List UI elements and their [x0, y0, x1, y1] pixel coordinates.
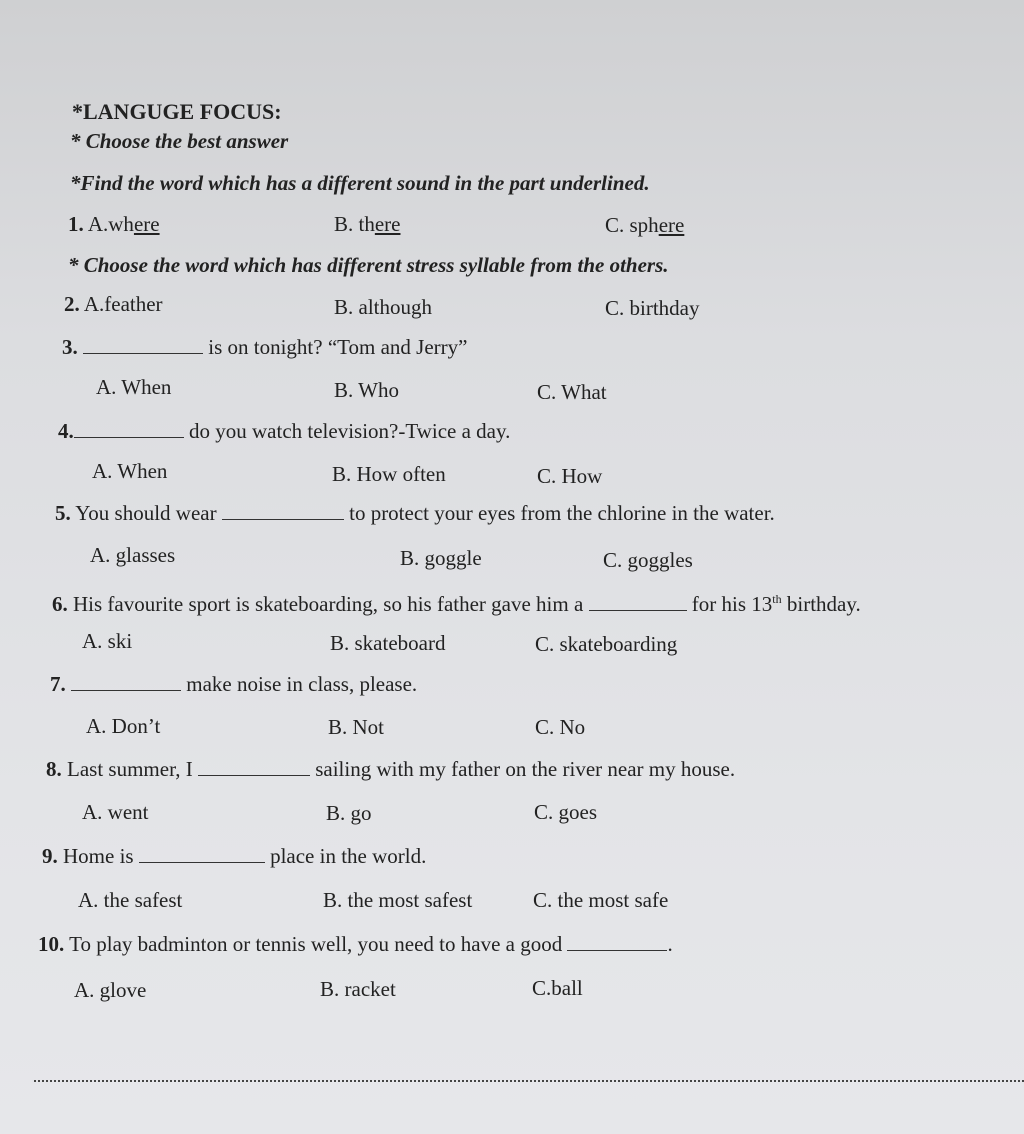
answer-blank	[567, 932, 667, 951]
option-b: B. goggle	[400, 546, 482, 570]
option-c: C. What	[537, 380, 607, 404]
question-3	[62, 334, 467, 360]
question-7	[50, 671, 417, 697]
option-a: A. glasses	[90, 543, 176, 567]
option-a: A. went	[82, 800, 149, 824]
question-number: 1.	[68, 212, 84, 236]
question-number: 4.	[58, 419, 74, 443]
option-b: B. How often	[332, 462, 446, 486]
answer-blank	[83, 335, 203, 354]
question-10	[38, 931, 673, 957]
option-c: C. goggles	[603, 548, 693, 572]
question-number: 7.	[50, 672, 66, 696]
instruction-stress: * Choose the word which has different stress syllable from the others.	[68, 253, 669, 277]
option-b: B. the most safest	[323, 888, 473, 912]
question-6	[52, 586, 861, 617]
question-number: 9.	[42, 844, 58, 868]
answer-blank	[589, 592, 687, 611]
section-heading: *LANGUGE FOCUS:	[72, 99, 282, 124]
question-text: Last summer, I	[67, 757, 193, 781]
question-4	[58, 418, 510, 444]
option-b: B. Not	[328, 715, 385, 739]
instruction-choose-best: * Choose the best answer	[70, 129, 289, 153]
option-c: C. the most safe	[533, 888, 669, 912]
option-c: C. skateboarding	[535, 632, 678, 656]
option-c: C. No	[535, 715, 586, 739]
question-text: .	[667, 932, 673, 956]
question-9	[42, 843, 426, 869]
option-b: B. although	[334, 295, 432, 319]
option-b: B. skateboard	[330, 631, 446, 655]
question-text: Home is	[63, 844, 134, 868]
option-c: C. goes	[534, 800, 597, 824]
option-b: B. there	[334, 212, 401, 236]
option-b: B. go	[326, 801, 372, 825]
option-a: A.where	[87, 212, 160, 236]
question-text: sailing with my father on the river near my house.	[315, 757, 736, 781]
option-c: C. sphere	[605, 213, 685, 237]
answer-blank	[71, 672, 181, 691]
question-number: 5.	[55, 501, 71, 525]
question-text: to protect your eyes from the chlorine in the water.	[349, 501, 775, 525]
answer-blank	[74, 419, 184, 438]
question-number: 3.	[62, 335, 78, 359]
answer-blank	[198, 757, 310, 776]
question-text: His favourite sport is skateboarding, so his father gave him a	[73, 592, 584, 616]
option-a: A. glove	[74, 978, 147, 1002]
question-number: 10.	[38, 932, 65, 956]
option-a: A. When	[92, 459, 168, 483]
option-a: A. the safest	[78, 888, 183, 912]
option-c: C. How	[537, 464, 603, 488]
dotted-divider	[34, 1080, 1024, 1082]
answer-blank	[222, 501, 344, 520]
question-text: do you watch television?-Twice a day.	[189, 419, 511, 443]
question-8	[46, 756, 735, 782]
question-5	[55, 500, 775, 526]
option-a: A. ski	[82, 629, 133, 653]
option-a: A. Don’t	[86, 714, 161, 738]
question-text: You should wear	[75, 501, 217, 525]
instruction-different-sound: *Find the word which has a different sound in the part underlined.	[70, 171, 650, 195]
question-text: is on tonight? “Tom and Jerry”	[208, 335, 468, 359]
question-text: make noise in class, please.	[186, 672, 418, 696]
question-text: To play badminton or tennis well, you need to have a good	[69, 932, 563, 956]
option-c: C. birthday	[605, 296, 700, 320]
option-b: B. racket	[320, 977, 396, 1001]
question-number: 6.	[52, 592, 68, 616]
question-2	[64, 291, 163, 317]
question-text: place in the world.	[270, 844, 427, 868]
question-number: 2.	[64, 292, 80, 316]
option-c: C.ball	[532, 976, 583, 1000]
answer-blank	[139, 844, 265, 863]
option-a: A. When	[96, 375, 172, 399]
option-a: A.feather	[83, 292, 163, 316]
question-1	[68, 211, 160, 237]
question-text: for his 13th birthday.	[691, 592, 861, 616]
question-number: 8.	[46, 757, 62, 781]
option-b: B. Who	[334, 378, 399, 402]
